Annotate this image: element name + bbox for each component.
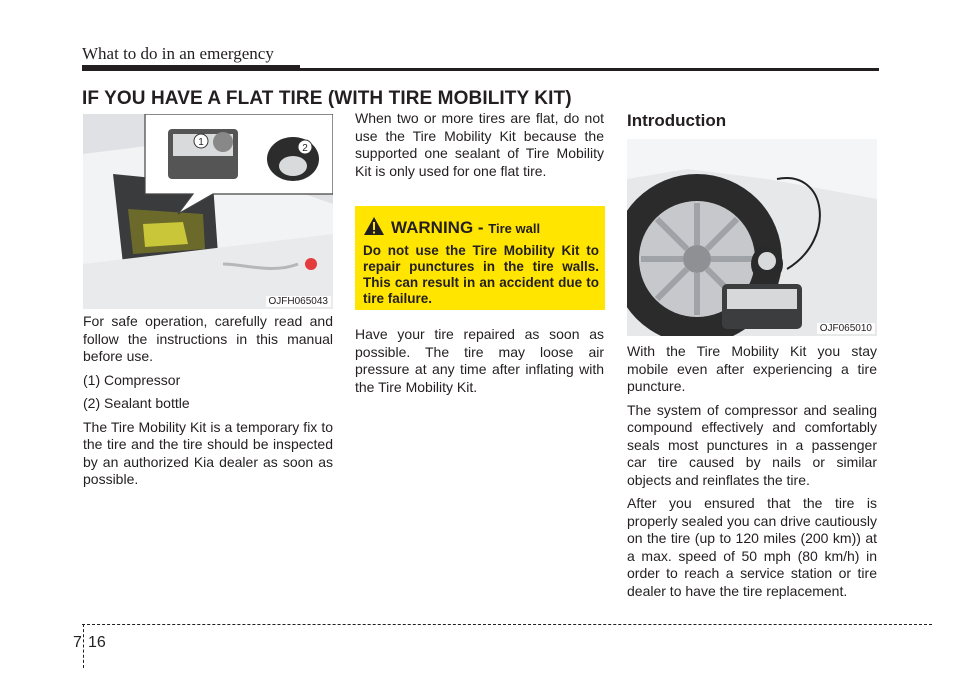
header-rule bbox=[82, 68, 879, 71]
figure-code: OJFH065043 bbox=[266, 296, 331, 307]
column-2-bottom bbox=[355, 326, 604, 402]
page-header-title: What to do in an emergency bbox=[82, 44, 274, 63]
warning-text: Do not use the Tire Mobility Kit to repair punctures in the tire walls. This can result in an accident due to tire failure. bbox=[363, 243, 599, 306]
warning-heading bbox=[391, 218, 540, 238]
callout-1: 1 bbox=[198, 137, 204, 148]
paragraph: When two or more tires are flat, do not use the Tire Mobility Kit because the supported one sealant of Tire Mobility Kit is only used for one flat tire. bbox=[355, 110, 604, 179]
chapter-number: 7 bbox=[73, 634, 82, 651]
warning-label: WARNING - bbox=[391, 218, 489, 237]
paragraph: Have your tire repaired as soon as possible. The tire may loose air pressure at any time after inflating with the Tire Mobility Kit. bbox=[355, 326, 604, 395]
warning-box bbox=[355, 206, 605, 310]
warning-subject: Tire wall bbox=[488, 221, 541, 236]
column-1 bbox=[83, 313, 333, 495]
footer-rule bbox=[82, 624, 932, 625]
paragraph: The Tire Mobility Kit is a temporary fix to the tire and the tire should be inspected by an authorized Kia dealer as soon as possible. bbox=[83, 418, 333, 487]
paragraph: With the Tire Mobility Kit you stay mobile even after experiencing a tire puncture. bbox=[627, 343, 877, 394]
tire-compressor-figure bbox=[627, 139, 877, 336]
paragraph: The system of compressor and sealing compound effectively and comfortably seals most punctures in a passenger car tire caused by nails or similar objects and reinflates the tire. bbox=[627, 401, 877, 488]
trunk-kit-figure bbox=[83, 114, 333, 309]
page-number: 16 bbox=[88, 634, 106, 651]
callout-2: 2 bbox=[302, 143, 308, 154]
trunk-kit-illustration bbox=[83, 114, 333, 309]
warning-triangle-icon bbox=[363, 216, 385, 236]
section-title: IF YOU HAVE A FLAT TIRE (WITH TIRE MOBILITY KIT) bbox=[82, 88, 572, 109]
introduction-heading: Introduction bbox=[627, 111, 727, 130]
footer-divider bbox=[83, 624, 84, 668]
list-item: (1) Compressor bbox=[83, 371, 181, 388]
paragraph: For safe operation, carefully read and follow the instructions in this manual before use. bbox=[83, 313, 333, 364]
figure-code: OJF065010 bbox=[817, 323, 875, 334]
list-item: (2) Sealant bottle bbox=[83, 395, 190, 411]
column-3 bbox=[627, 343, 877, 606]
column-2 bbox=[355, 110, 604, 186]
paragraph: After you ensured that the tire is properly sealed you can drive cautiously on the tire (up to 120 miles (200 km)) at a max. speed of 50 mph (80 km/h) in order to reach a service station or tire dealer to have the tire replacement. bbox=[627, 495, 877, 599]
tire-compressor-illustration bbox=[627, 139, 877, 336]
